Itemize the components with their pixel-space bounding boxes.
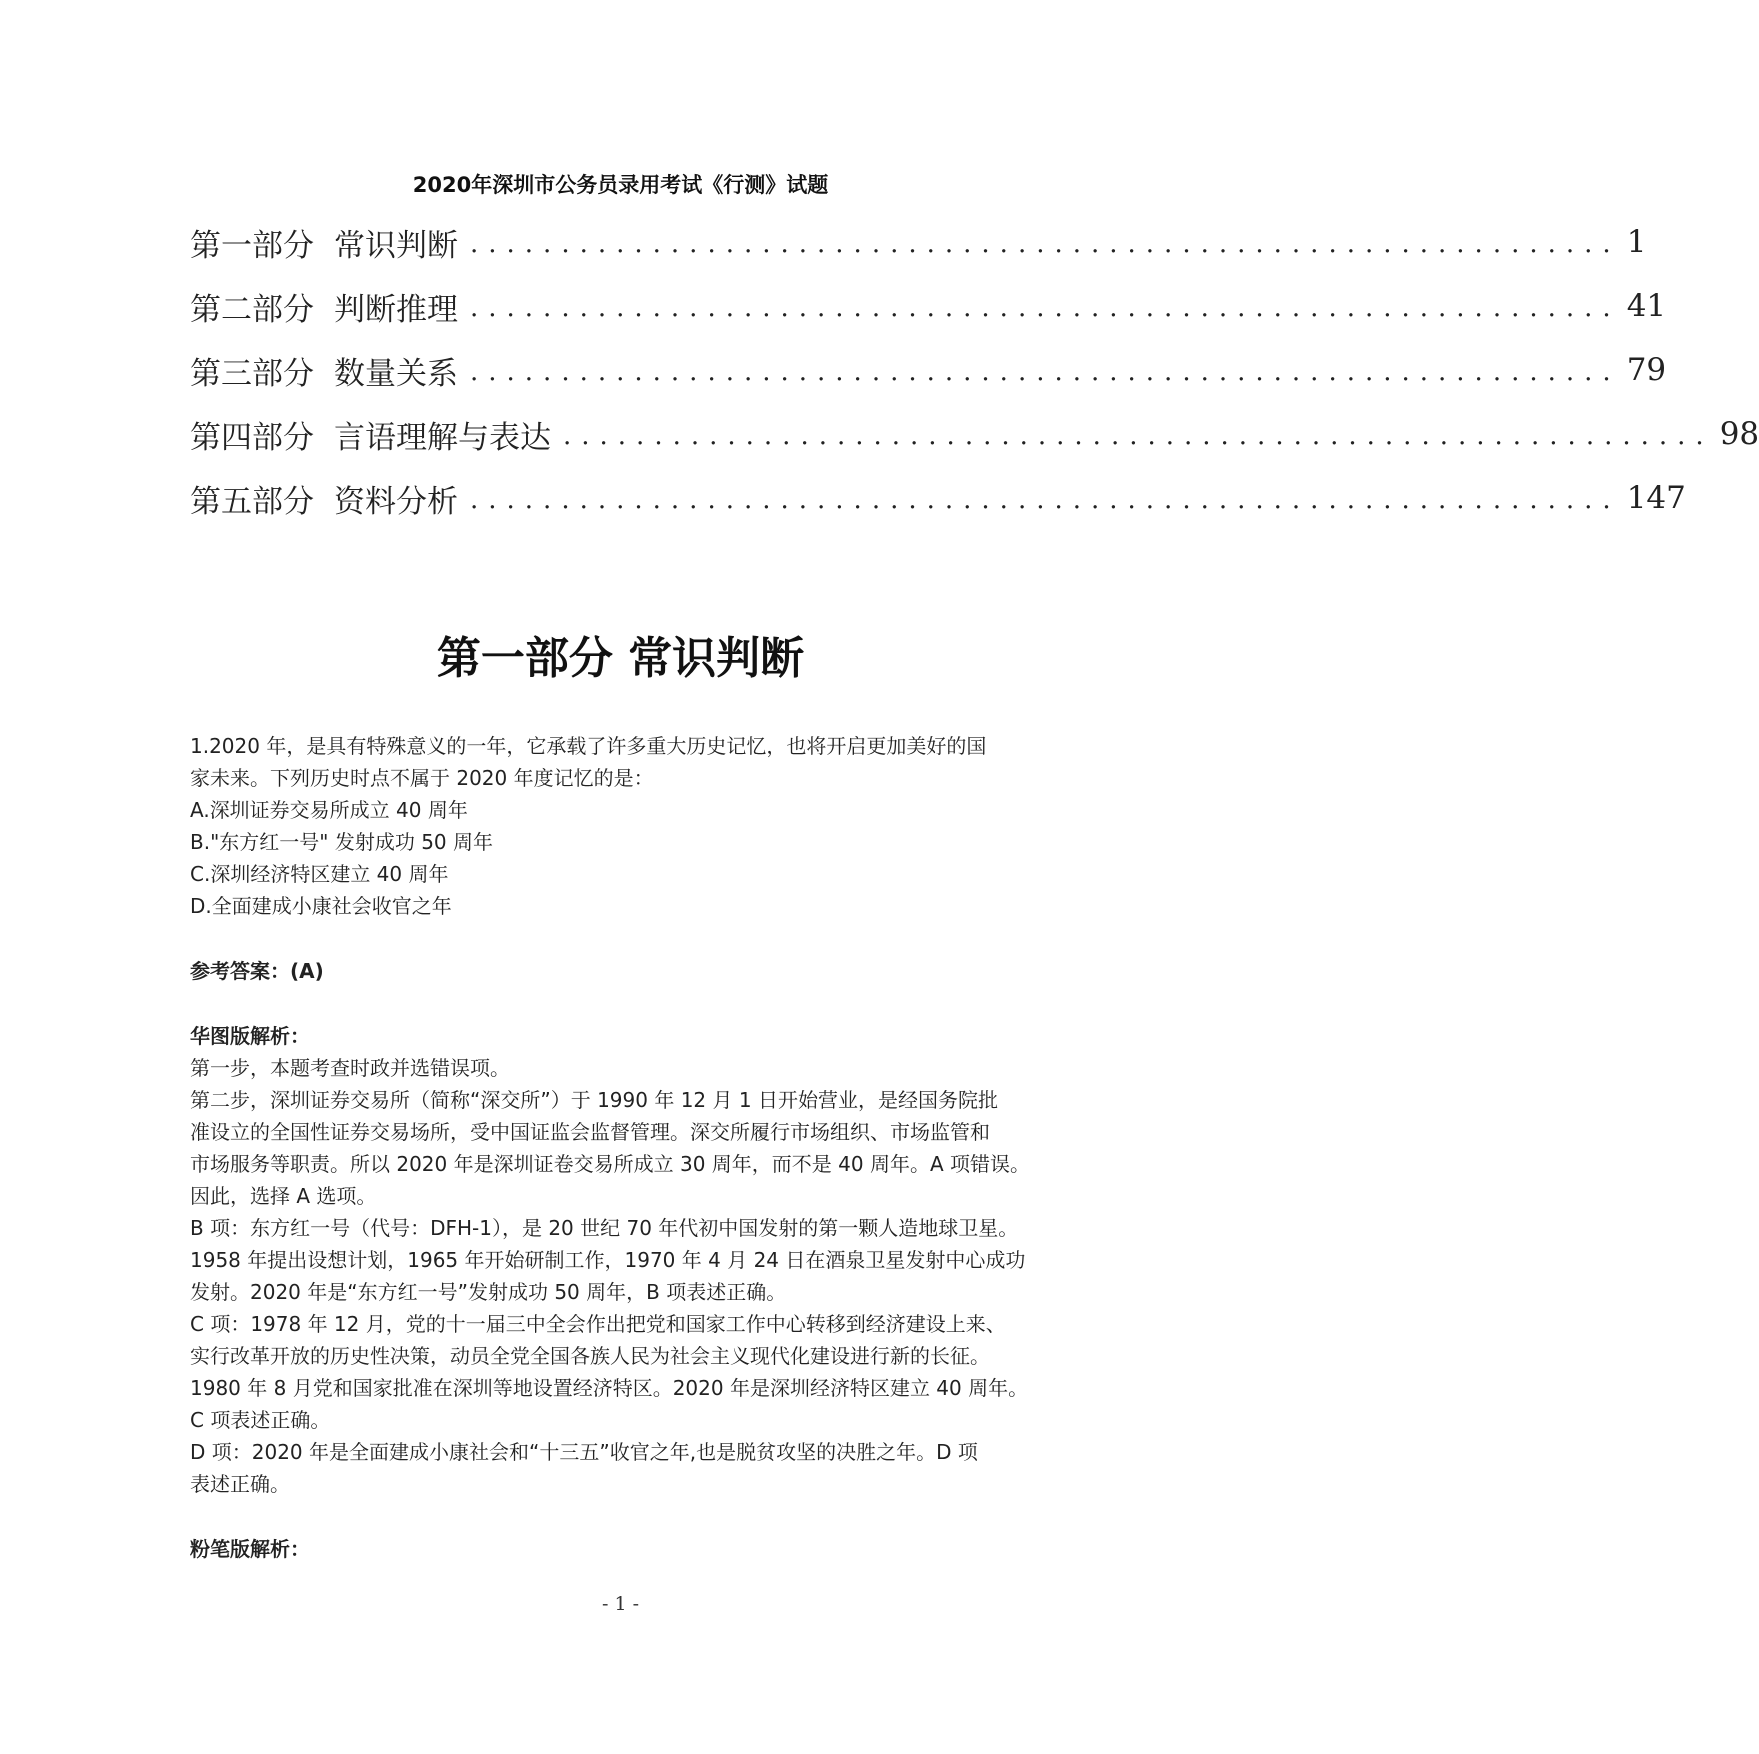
toc-name: 常识判断 — [334, 227, 458, 264]
toc-page-number: 98 — [1719, 416, 1759, 452]
spacer — [190, 1500, 1052, 1533]
toc-part: 第五部分 — [190, 483, 314, 520]
toc-page-number: 1 — [1626, 224, 1647, 260]
toc-part: 第一部分 — [190, 227, 314, 264]
option-d: D.全面建成小康社会收官之年 — [190, 894, 452, 918]
question-stem: 家未来。下列历史时点不属于 2020 年度记忆的是： — [190, 766, 654, 790]
toc-part: 第四部分 — [190, 419, 314, 456]
analysis-line: 准设立的全国性证券交易场所，受中国证监会监督管理。深交所履行市场组织、市场监管和 — [190, 1120, 990, 1144]
section-heading: 第一部分 常识判断 — [436, 633, 805, 684]
table-of-contents — [190, 210, 1759, 530]
toc-leader-dots: ............................................................... — [470, 293, 1621, 323]
toc-leader-dots: ............................................................... — [470, 357, 1621, 387]
analysis-line: 市场服务等职责。所以 2020 年是深圳证卷交易所成立 30 周年，而不是 40 周年。A 项错误。 — [190, 1152, 1030, 1176]
spacer — [190, 987, 1052, 1020]
toc-name: 资料分析 — [334, 483, 458, 520]
analysis-line: 第一步，本题考查时政并选错误项。 — [190, 1056, 510, 1080]
toc-leader-dots: ............................................................... — [563, 421, 1714, 451]
toc-leader-dots: ............................................................... — [470, 229, 1621, 259]
toc-name: 数量关系 — [334, 355, 458, 392]
analysis-line: C 项表述正确。 — [190, 1408, 331, 1432]
reference-answer: 参考答案：(A) — [190, 959, 324, 983]
toc-entry[interactable] — [190, 210, 1647, 274]
toc-entry[interactable] — [190, 274, 1667, 338]
toc-page-number: 41 — [1626, 288, 1667, 324]
toc-entry[interactable] — [190, 466, 1686, 530]
page-number: - 1 - — [601, 1593, 639, 1615]
analysis-huatu-label: 华图版解析： — [190, 1024, 310, 1048]
analysis-line: 1958 年提出设想计划，1965 年开始研制工作，1970 年 4 月 24 日在酒泉卫星发射中心成功 — [190, 1248, 1026, 1272]
analysis-line: D 项：2020 年是全面建成小康社会和“十三五”收官之年,也是脱贫攻坚的决胜之年。D 项 — [190, 1440, 978, 1464]
toc-page-number: 147 — [1626, 480, 1686, 516]
toc-entry[interactable] — [190, 338, 1667, 402]
analysis-fenbi-label: 粉笔版解析： — [190, 1537, 310, 1561]
document-title: 2020年深圳市公务员录用考试《行测》试题 — [412, 173, 829, 197]
analysis-line: 表述正确。 — [190, 1472, 290, 1496]
option-c: C.深圳经济特区建立 40 周年 — [190, 862, 449, 886]
question-content — [190, 730, 1052, 1565]
toc-entry[interactable] — [190, 402, 1759, 466]
analysis-line: 1980 年 8 月党和国家批准在深圳等地设置经济特区。2020 年是深圳经济特区建立 40 周年。 — [190, 1376, 1029, 1400]
analysis-line: B 项：东方红一号（代号：DFH-1），是 20 世纪 70 年代初中国发射的第一颗人造地球卫星。 — [190, 1216, 1019, 1240]
analysis-line: 因此，选择 A 选项。 — [190, 1184, 377, 1208]
question-stem: 1.2020 年，是具有特殊意义的一年，它承载了许多重大历史记忆，也将开启更加美好的国 — [190, 734, 987, 758]
option-b: B."东方红一号" 发射成功 50 周年 — [190, 830, 493, 854]
toc-page-number: 79 — [1626, 352, 1667, 388]
spacer — [190, 922, 1052, 955]
analysis-line: C 项：1978 年 12 月，党的十一届三中全会作出把党和国家工作中心转移到经济建设上来、 — [190, 1312, 1006, 1336]
toc-part: 第二部分 — [190, 291, 314, 328]
toc-part: 第三部分 — [190, 355, 314, 392]
analysis-line: 发射。2020 年是“东方红一号”发射成功 50 周年，B 项表述正确。 — [190, 1280, 787, 1304]
analysis-line: 第二步，深圳证券交易所（简称“深交所”）于 1990 年 12 月 1 日开始营业，是经国务院批 — [190, 1088, 998, 1112]
toc-name: 判断推理 — [334, 291, 458, 328]
analysis-line: 实行改革开放的历史性决策，动员全党全国各族人民为社会主义现代化建设进行新的长征。 — [190, 1344, 990, 1368]
option-a: A.深圳证券交易所成立 40 周年 — [190, 798, 468, 822]
toc-name: 言语理解与表达 — [334, 419, 551, 456]
toc-leader-dots: ............................................................... — [470, 485, 1621, 515]
